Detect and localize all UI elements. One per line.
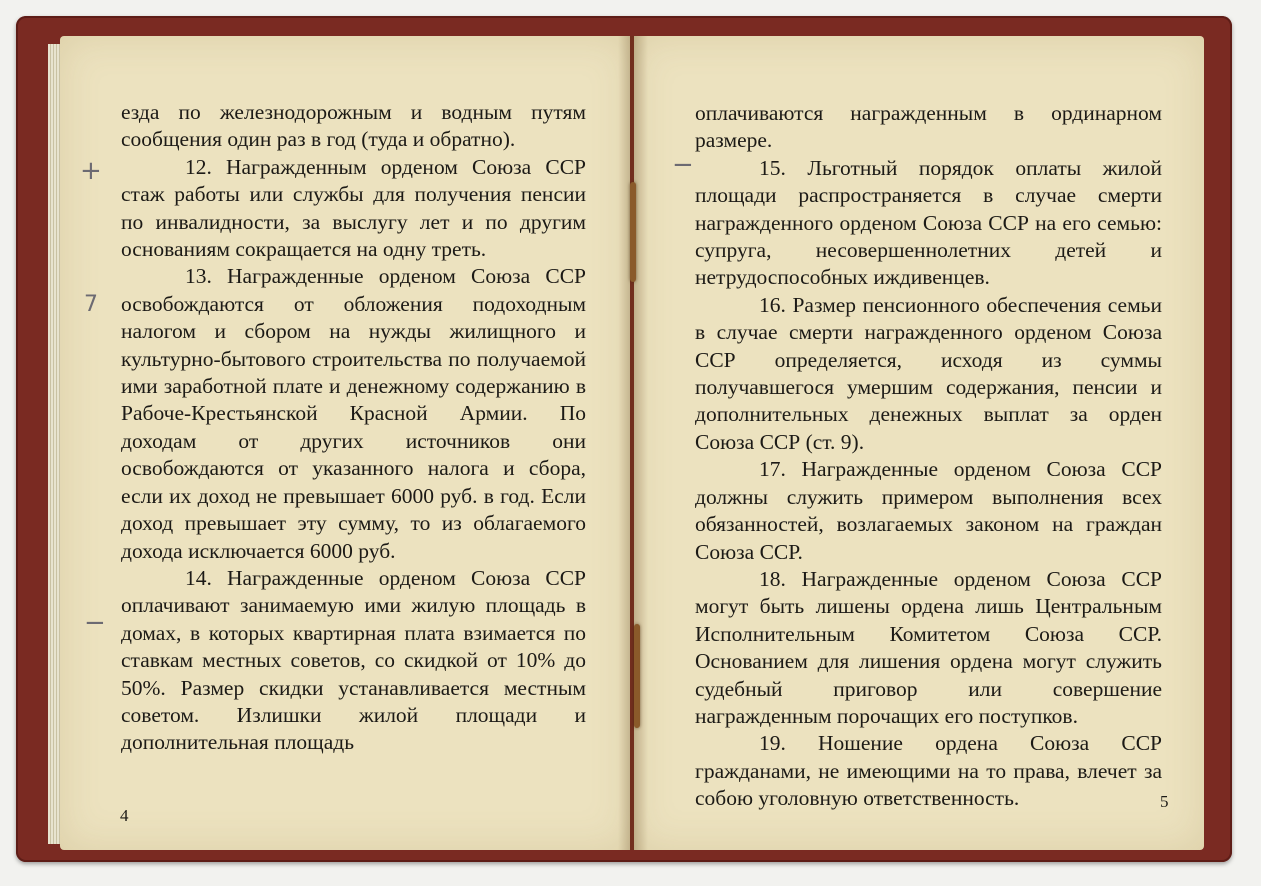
- binding-gutter: [618, 36, 648, 850]
- left-page-text: [121, 99, 586, 757]
- paragraph-continuation: езда по железнодорожным и водным путям сообщения один раз в год (туда и обратно).: [121, 100, 586, 152]
- staple-top: [630, 182, 636, 282]
- staple-bottom: [634, 624, 640, 728]
- paragraph-18: 18. Награжденные орденом Союза ССР могут быть лишены ордена лишь Центральным Исполнительным Комитетом Союза ССР. Основанием для лишения ордена могут служить судебный приговор или совершение награжденным порочащих его поступков.: [695, 566, 1162, 728]
- pencil-mark-dash: −: [84, 608, 106, 638]
- paragraph-12: 12. Награжденным орденом Союза ССР стаж работы или службы для получения пенсии по инвалидности, за выслугу лет и по другим основаниям сокращается на одну треть.: [121, 154, 586, 262]
- paragraph-19: 19. Ношение ордена Союза ССР гражданами, не имеющими на то права, влечет за собою уголовную ответственность.: [695, 731, 1162, 811]
- page-number-right: 5: [1160, 792, 1169, 811]
- paragraph-15: 15. Льготный порядок оплаты жилой площади распространяется в случае смерти награжденного орденом Союза ССР на его семью: супруга, несовершеннолетних детей и нетрудоспособных иждивенцев.: [695, 155, 1162, 290]
- pencil-mark-dash-right: −: [672, 150, 694, 180]
- pencil-mark-plus: +: [80, 156, 102, 186]
- paragraph-16: 16. Размер пенсионного обеспечения семьи в случае смерти награжденного орденом Союза ССР определяется, исходя из суммы получавшегося умершим содержания, пенсии и дополнительных денежных выплат за орден Союза ССР (ст. 9).: [695, 292, 1162, 454]
- paragraph-14: 14. Награжденные орденом Союза ССР оплачивают занимаемую ими жилую площадь в домах, в которых квартирная плата взимается по ставкам местных советов, со скидкой от 10% до 50%. Размер скидки устанавливается местным советом. Излишки жилой площади и дополнительная площадь: [121, 565, 586, 755]
- paragraph-13: 13. Награжденные орденом Союза ССР освобождаются от обложения подоходным налогом и сбором на нужды жилищного и культурно-бытового строительства по получаемой ими заработной плате и денежному содержанию в Рабоче-Крестьянской Красной Армии. По доходам от других источников они освобождаются от указанного налога и сбора, если их доход не превышает 6000 руб. в год. Если доход превышает эту сумму, то из облагаемого дохода исключается 6000 руб.: [121, 264, 586, 563]
- paragraph-continuation: оплачиваются награжденным в ординарном размере.: [695, 101, 1162, 153]
- right-page-text: [695, 100, 1162, 813]
- paragraph-17: 17. Награжденные орденом Союза ССР должны служить примером выполнения всех обязанностей, возлагаемых законом на граждан Союза ССР.: [695, 457, 1162, 564]
- page-number-left: 4: [120, 806, 129, 825]
- pencil-mark-seven: 7: [84, 292, 98, 317]
